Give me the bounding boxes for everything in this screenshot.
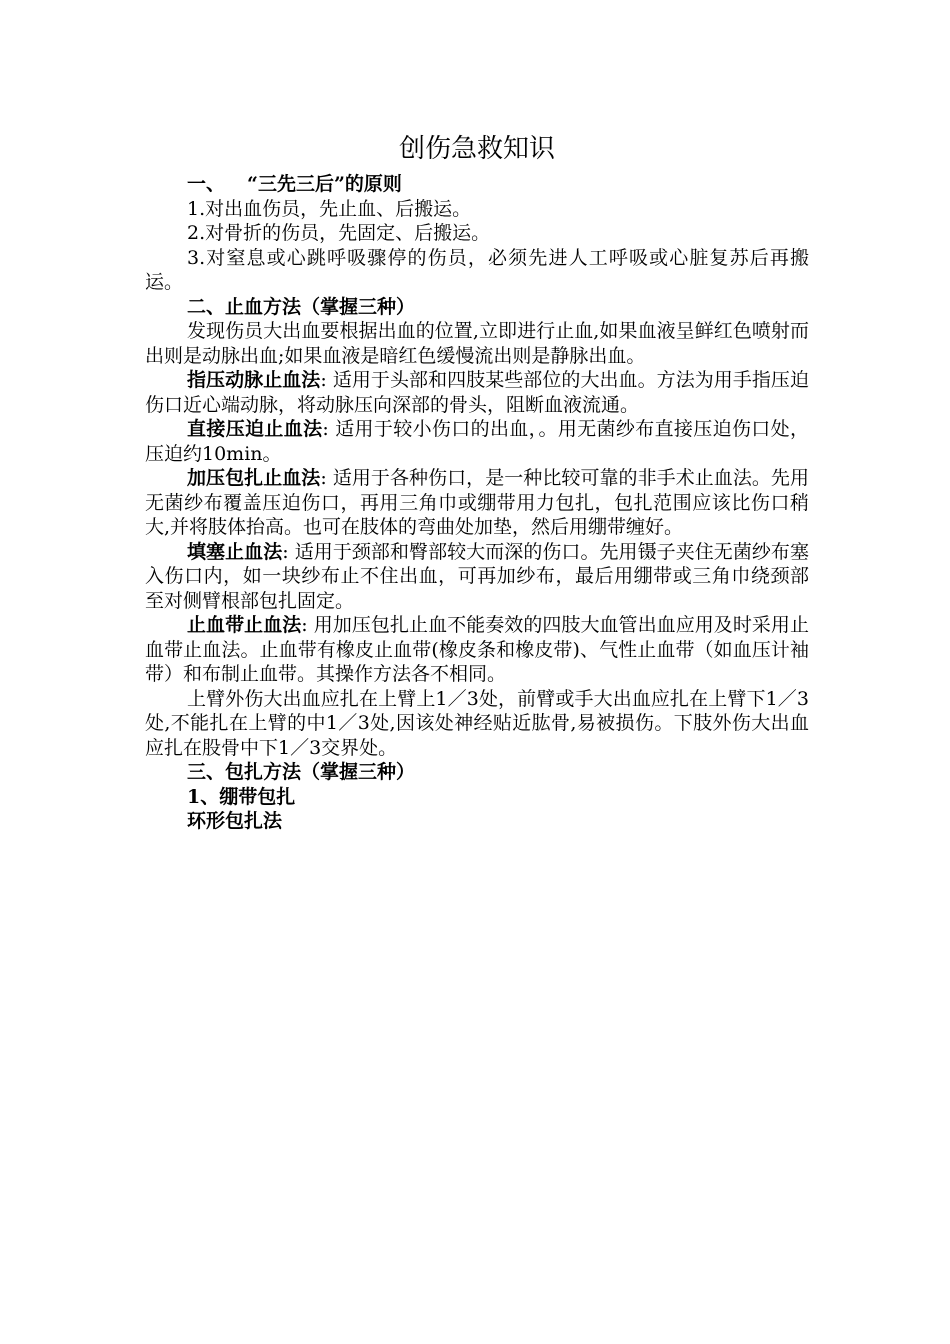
method-paragraph-3 xyxy=(145,466,809,540)
page-title: 创伤急救知识 xyxy=(398,134,555,164)
method-term: 指压动脉止血法 xyxy=(187,369,321,391)
section-1-item-1: 1.对出血伤员，先止血、后搬运。 xyxy=(187,197,472,220)
method-term: 填塞止血法 xyxy=(187,540,283,563)
section-2-heading: 二、止血方法（掌握三种） xyxy=(187,295,416,318)
section-1-number: 一、 xyxy=(187,173,226,195)
method-text: : 适用于头部和四肢某些部位的大出血。方法为用手指压迫伤口近心端动脉，将动脉压向深部的骨头，阻断血液流通。 xyxy=(145,369,809,416)
document-page xyxy=(145,128,809,834)
section-3-heading: 三、包扎方法（掌握三种） xyxy=(187,761,416,783)
section-2-intro: 发现伤员大出血要根据出血的位置,立即进行止血,如果血液呈鲜红色喷射而出则是动脉出血;如果血液是暗红色缓慢流出则是静脉出血。 xyxy=(145,320,809,367)
method-paragraph-1 xyxy=(145,368,809,417)
section-3-subheading-2: 环形包扎法 xyxy=(187,810,283,832)
section-3-subheading-1: 1、绷带包扎 xyxy=(187,785,296,808)
method-paragraph-4 xyxy=(145,540,809,614)
section-1-title: “三先三后”的原则 xyxy=(247,173,402,195)
method-paragraph-2 xyxy=(145,417,809,466)
section-1-item-3: 3.对窒息或心跳呼吸骤停的伤员，必须先进人工呼吸或心脏复苏后再搬运。 xyxy=(145,246,809,293)
section-1-heading xyxy=(145,172,809,197)
section-1-item-2: 2.对骨折的伤员，先固定、后搬运。 xyxy=(187,222,491,244)
method-text: : 适用于颈部和臀部较大而深的伤口。先用镊子夹住无菌纱布塞入伤口内，如一块纱布止不住出血，可再加纱布，最后用绷带或三角巾绕颈部至对侧臂根部包扎固定。 xyxy=(145,540,809,612)
method-term: 加压包扎止血法 xyxy=(187,467,321,489)
method-paragraph-5 xyxy=(145,613,809,687)
tourniquet-note: 上臂外伤大出血应扎在上臂上1／3处，前臂或手大出血应扎在上臂下1／3处,不能扎在上臂的中1／3处,因该处神经贴近肱骨,易被损伤。下肢外伤大出血应扎在股骨中下1／3交界处。 xyxy=(145,687,809,759)
method-text: : 适用于各种伤口，是一种比较可靠的非手术止血法。先用无菌纱布覆盖压迫伤口，再用三角巾或绷带用力包扎，包扎范围应该比伤口稍大,并将肢体抬高。也可在肢体的弯曲处加垫，然后用绷带缠好。 xyxy=(145,467,809,538)
method-term: 直接压迫止血法 xyxy=(187,418,323,440)
method-text: : 适用于较小伤口的出血，。用无菌纱布直接压迫伤口处，压迫约10min。 xyxy=(145,418,809,465)
method-term: 止血带止血法 xyxy=(187,614,302,636)
method-text: : 用加压包扎止血不能奏效的四肢大血管出血应用及时采用止血带止血法。止血带有橡皮止血带(橡皮条和橡皮带)、气性止血带（如血压计袖带）和布制止血带。其操作方法各不相同。 xyxy=(145,614,809,685)
